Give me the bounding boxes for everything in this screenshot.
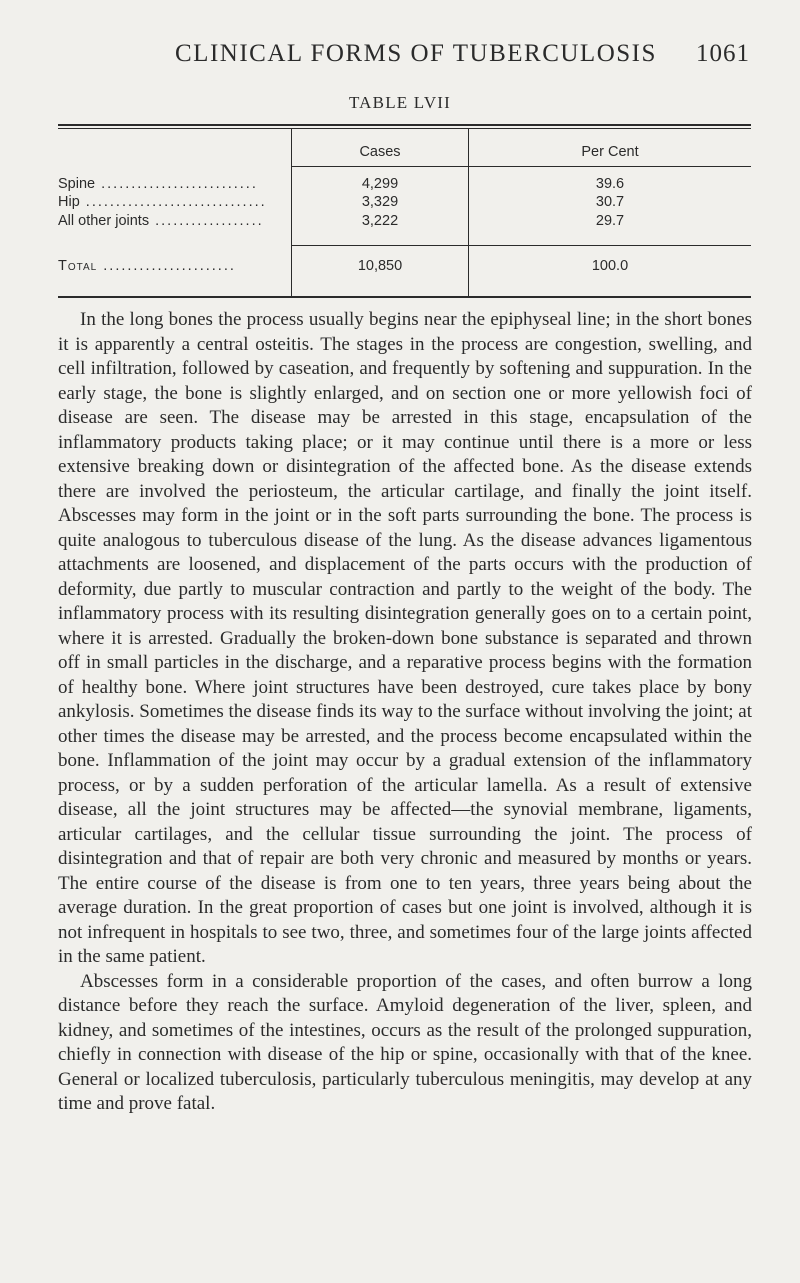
cell-per-cent: 39.6 [595, 176, 625, 192]
cell-cases: 3,329 [361, 194, 399, 210]
cell-per-cent: 30.7 [595, 194, 625, 210]
row-label-all-other-joints: All other joints .................. [58, 213, 264, 229]
table-top-rule-inner [58, 128, 751, 129]
cell-per-cent: 29.7 [595, 213, 625, 229]
running-title: CLINICAL FORMS OF TUBERCULOSIS [175, 40, 657, 67]
row-label-spine: Spine .......................... [58, 176, 258, 192]
statistics-table [58, 124, 751, 298]
table-total-rule [291, 245, 751, 246]
cell-total-cases: 10,850 [357, 258, 403, 274]
paragraph: In the long bones the process usually begins near the epiphyseal line; in the short bones it is apparently a central osteitis. The stages in the process are congestion, swelling, and cell infiltration, followed by caseation, and frequently by softening and suppuration. In the early stage, the bone is slightly enlarged, and on section one or more yellowish foci of disease are seen. The disease may be arrested in this stage, encapsulation of the inflammatory products taking place; or it may continue until there is a more or less extensive breaking down or disintegration of the affected bone. As the disease extends there are involved the periosteum, the articular cartilage, and finally the joint itself. Abscesses may form in the joint or in the soft parts surrounding the bone. The process is quite analogous to tuberculous disease of the lung. As the disease advances ligamentous attachments are loosened, and displacement of the parts occurs with the production of deformity, due partly to muscular contraction and partly to the weight of the body. The inflammatory process with its resulting disintegration generally goes on to a certain point, where it is arrested. Gradually the broken-down bone substance is separated and thrown off in small particles in the discharge, and a reparative process begins with the formation of healthy bone. Where joint structures have been destroyed, cure takes place by bony ankylosis. Sometimes the disease finds its way to the surface without involving the joint; at other times the disease may be arrested, and the process become encapsulated within the bone. Inflammation of the joint may occur by a gradual extension of the inflammatory process, or by a sudden perforation of the articular lamella. As a result of extensive disease, all the joint structures may be affected—the synovial membrane, ligaments, articular cartilages, and the cellular tissue surrounding the joint. The process of disintegration and that of repair are both very chronic and measured by months or years. The entire course of the disease is from one to ten years, three years being about the average duration. In the great proportion of cases but one joint is involved, although it is not infrequent in hospitals to see two, three, and sometimes four of the large joints affected in the same patient. [58, 309, 752, 967]
cell-cases: 4,299 [361, 176, 399, 192]
column-head-cases: Cases [359, 144, 401, 160]
table-title: TABLE LVII [348, 93, 452, 112]
paragraph: Abscesses form in a considerable proportion of the cases, and often burrow a long distance before they reach the surface. Amyloid degeneration of the liver, spleen, and kidney, and sometimes of the intestines, occurs as the result of the prolonged suppuration, chiefly in connection with disease of the hip or spine, occasionally with that of the knee. General or localized tuberculosis, particularly tuberculous meningitis, may develop at any time and prove fatal. [58, 970, 752, 1114]
row-label-total: Total ...................... [58, 258, 236, 274]
running-head [60, 40, 750, 70]
column-head-per-cent: Per Cent [581, 144, 639, 160]
cell-total-per-cent: 100.0 [591, 258, 629, 274]
table-top-rule [58, 124, 751, 126]
cell-cases: 3,222 [361, 213, 399, 229]
table-bottom-rule [58, 296, 751, 298]
body-text [58, 308, 752, 1117]
table-header-rule [291, 166, 751, 167]
row-label-hip: Hip .............................. [58, 194, 267, 210]
page-number: 1061 [696, 40, 750, 67]
